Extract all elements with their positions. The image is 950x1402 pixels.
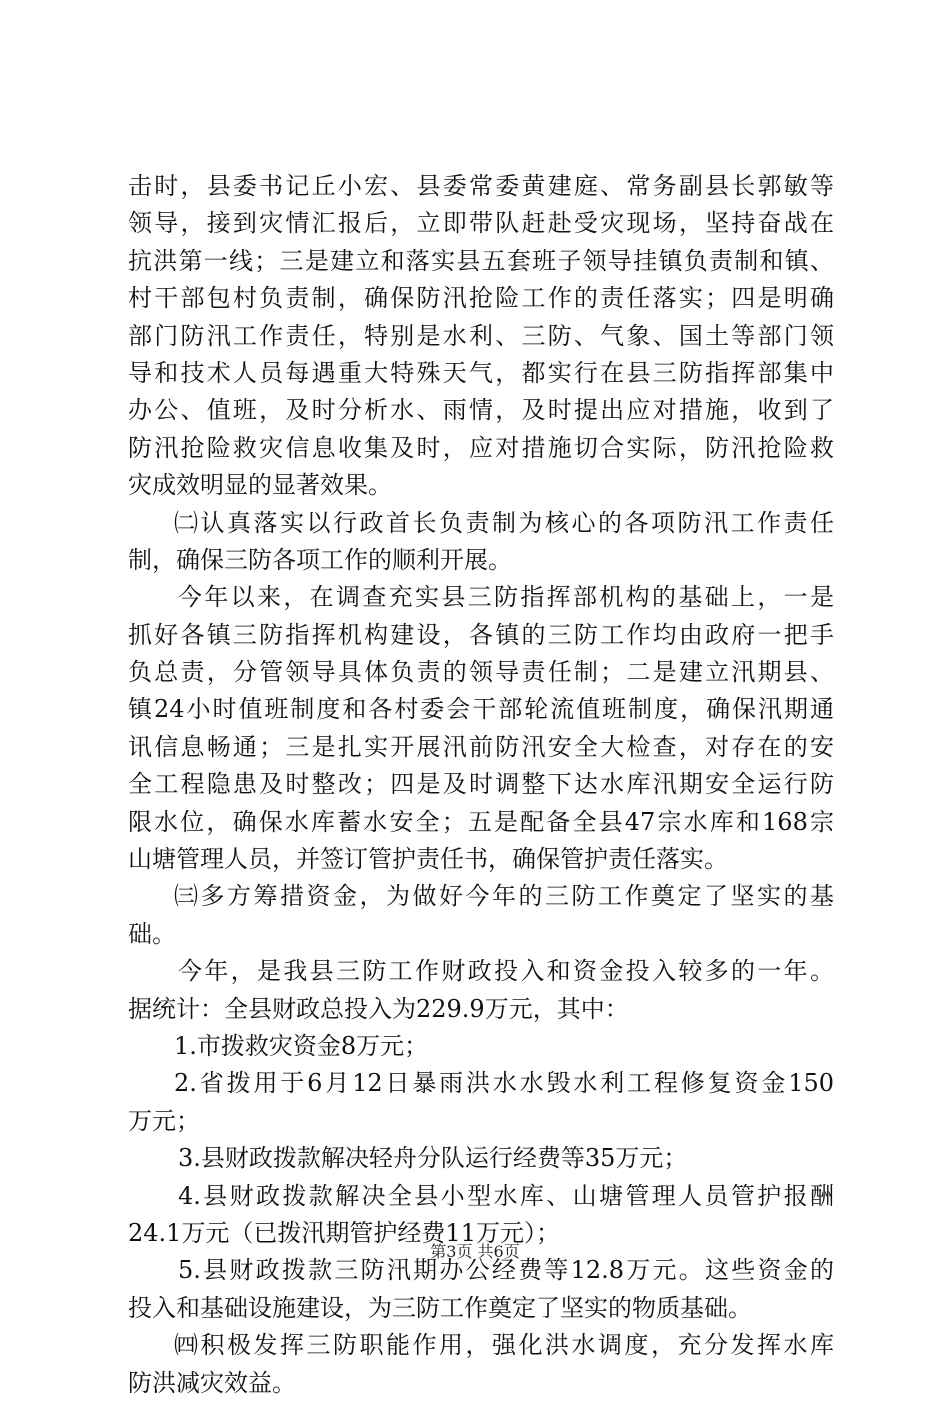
text-line: 24.1万元（已拨汛期管护经费11万元）； [128, 1218, 560, 1247]
text-line: 2.省拨用于6月12日暴雨洪水水毁水利工程修复资金150 [174, 1069, 834, 1098]
document-body [128, 168, 834, 1402]
text-line: 4.县财政拨款解决全县小型水库、山塘管理人员管护报酬 [178, 1181, 834, 1210]
text-line: 今年，是我县三防工作财政投入和资金投入较多的一年。 [178, 957, 834, 986]
text-line: 镇24小时值班制度和各村委会干部轮流值班制度，确保汛期通 [128, 695, 834, 724]
text-line: 据统计：全县财政总投入为229.9万元，其中： [128, 994, 629, 1023]
text-line: 导和技术人员每遇重大特殊天气，都实行在县三防指挥部集中 [128, 358, 834, 387]
text-line: 击时，县委书记丘小宏、县委常委黄建庭、常务副县长郭敏等 [128, 172, 834, 200]
text-line: 制，确保三防各项工作的顺利开展。 [128, 545, 512, 574]
text-line: 全工程隐患及时整改；四是及时调整下达水库汛期安全运行防 [128, 770, 834, 799]
text-line: 部门防汛工作责任，特别是水利、三防、气象、国土等部门领 [128, 321, 834, 350]
text-line: 3.县财政拨款解决轻舟分队运行经费等35万元； [178, 1144, 688, 1173]
text-line: 1.市拨救灾资金8万元； [174, 1031, 429, 1060]
text-line: 灾成效明显的显著效果。 [128, 471, 392, 500]
text-line: 投入和基础设施建设，为三防工作奠定了坚实的物质基础。 [128, 1293, 752, 1322]
text-line: 讯信息畅通；三是扎实开展汛前防汛安全大检查，对存在的安 [128, 732, 834, 761]
text-line: 5.县财政拨款三防汛期办公经费等12.8万元。这些资金的 [178, 1256, 834, 1285]
text-line: ㈢多方筹措资金，为做好今年的三防工作奠定了坚实的基 [174, 882, 834, 911]
text-line: 负总责，分管领导具体负责的领导责任制；二是建立汛期县、 [128, 658, 834, 687]
text-line: 防洪减灾效益。 [128, 1368, 296, 1397]
text-line: 础。 [128, 919, 176, 948]
text-line: 村干部包村负责制，确保防汛抢险工作的责任落实；四是明确 [128, 284, 834, 313]
text-line: 抗洪第一线；三是建立和落实县五套班子领导挂镇负责制和镇、 [128, 246, 834, 275]
text-line: 山塘管理人员，并签订管护责任书，确保管护责任落实。 [128, 845, 728, 874]
text-line: ㈡认真落实以行政首长负责制为核心的各项防汛工作责任 [174, 508, 834, 537]
text-line: 抓好各镇三防指挥机构建设，各镇的三防工作均由政府一把手 [128, 620, 834, 649]
text-line: ㈣积极发挥三防职能作用，强化洪水调度，充分发挥水库 [174, 1331, 834, 1360]
text-line: 办公、值班，及时分析水、雨情，及时提出应对措施，收到了 [128, 396, 834, 425]
text-line: 限水位，确保水库蓄水安全；五是配备全县47宗水库和168宗 [128, 807, 834, 836]
text-line: 今年以来，在调查充实县三防指挥部机构的基础上，一是 [178, 583, 834, 612]
text-line: 领导，接到灾情汇报后，立即带队赶赴受灾现场，坚持奋战在 [128, 209, 834, 238]
text-line: 防汛抢险救灾信息收集及时，应对措施切合实际，防汛抢险救 [128, 433, 834, 462]
page-footer: 第3页 共6页 [430, 1242, 520, 1261]
text-line: 万元； [128, 1106, 200, 1135]
